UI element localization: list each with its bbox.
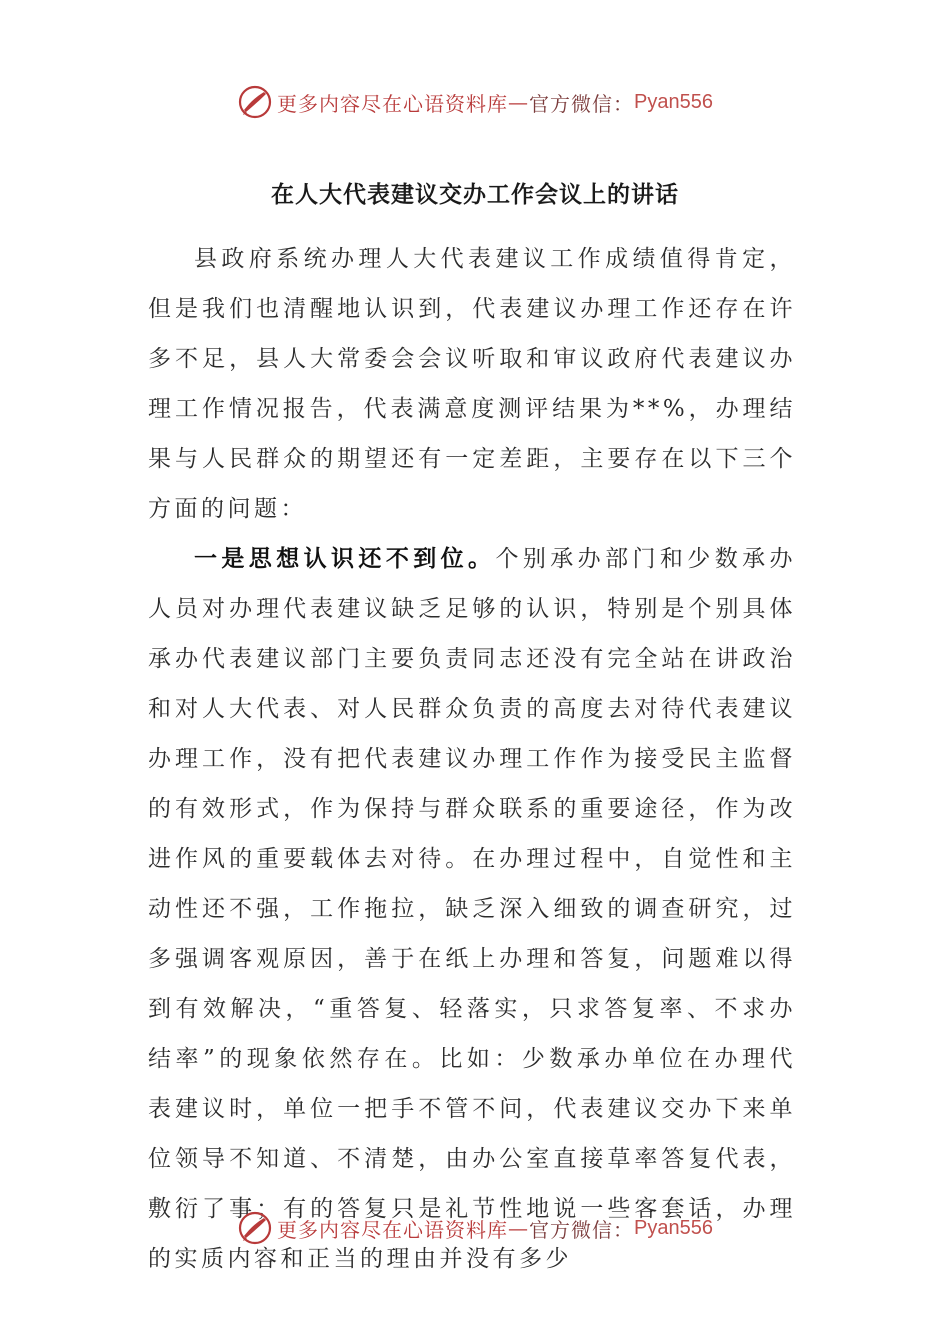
pen-nib-logo-icon <box>237 1210 273 1246</box>
banner-title: 更多内容尽在心语资料库 <box>277 91 509 116</box>
paragraph-1: 县政府系统办理人大代表建议工作成绩值得肯定，但是我们也清醒地认识到，代表建议办理工作还存在许多不足，县人大常委会会议听取和审议政府代表建议办理工作情况报告，代表满意度测评结果为**%，办理结果与人民群众的期望还有一定差距，主要存在以下三个方面的问题： <box>148 246 796 522</box>
paragraph-2-lead: 一是思想认识还不到位。 <box>194 545 496 572</box>
footer-banner-title: 更多内容尽在心语资料库 <box>277 1217 509 1242</box>
pen-nib-logo-icon <box>237 84 273 120</box>
paragraph-2-body: 个别承办部门和少数承办人员对办理代表建议缺乏足够的认识，特别是个别具体承办代表建议部门主要负责同志还没有完全站在讲政治和对人大代表、对人民群众负责的高度去对待代表建议办理工作，没有把代表建议办理工作作为接受民主监督的有效形式，作为保持与群众联系的重要途径，作为改进作风的重要载体去对待。在办理过程中，自觉性和主动性还不强，工作拖拉，缺乏深入细致的调查研究，过多强调客观原因，善于在纸上办理和答复，问题难以得到有效解决，“重答复、轻落实，只求答复率、不求办结率”的现象依然存在。比如：少数承办单位在办理代表建议时，单位一把手不管不问，代表建议交办下来单位领导不知道、不清楚，由办公室直接草率答复代表，敷衍了事；有的答复只是礼节性地说一些客套话，办理的实质内容和正当的理由并没有多少 <box>148 546 797 1272</box>
header-banner <box>0 82 950 122</box>
paragraph-2 <box>148 534 796 1284</box>
banner-dash: — <box>508 90 530 114</box>
document-title: 在人大代表建议交办工作会议上的讲话 <box>271 181 679 208</box>
banner-wechat-id: Pyan556 <box>634 90 713 113</box>
banner-wechat-label: 官方微信： <box>529 91 635 116</box>
footer-banner <box>0 1208 950 1248</box>
footer-banner-wechat-label: 官方微信： <box>529 1217 635 1242</box>
document-body <box>148 234 796 1284</box>
footer-banner-dash: — <box>508 1216 530 1240</box>
footer-banner-wechat-id: Pyan556 <box>634 1216 713 1239</box>
